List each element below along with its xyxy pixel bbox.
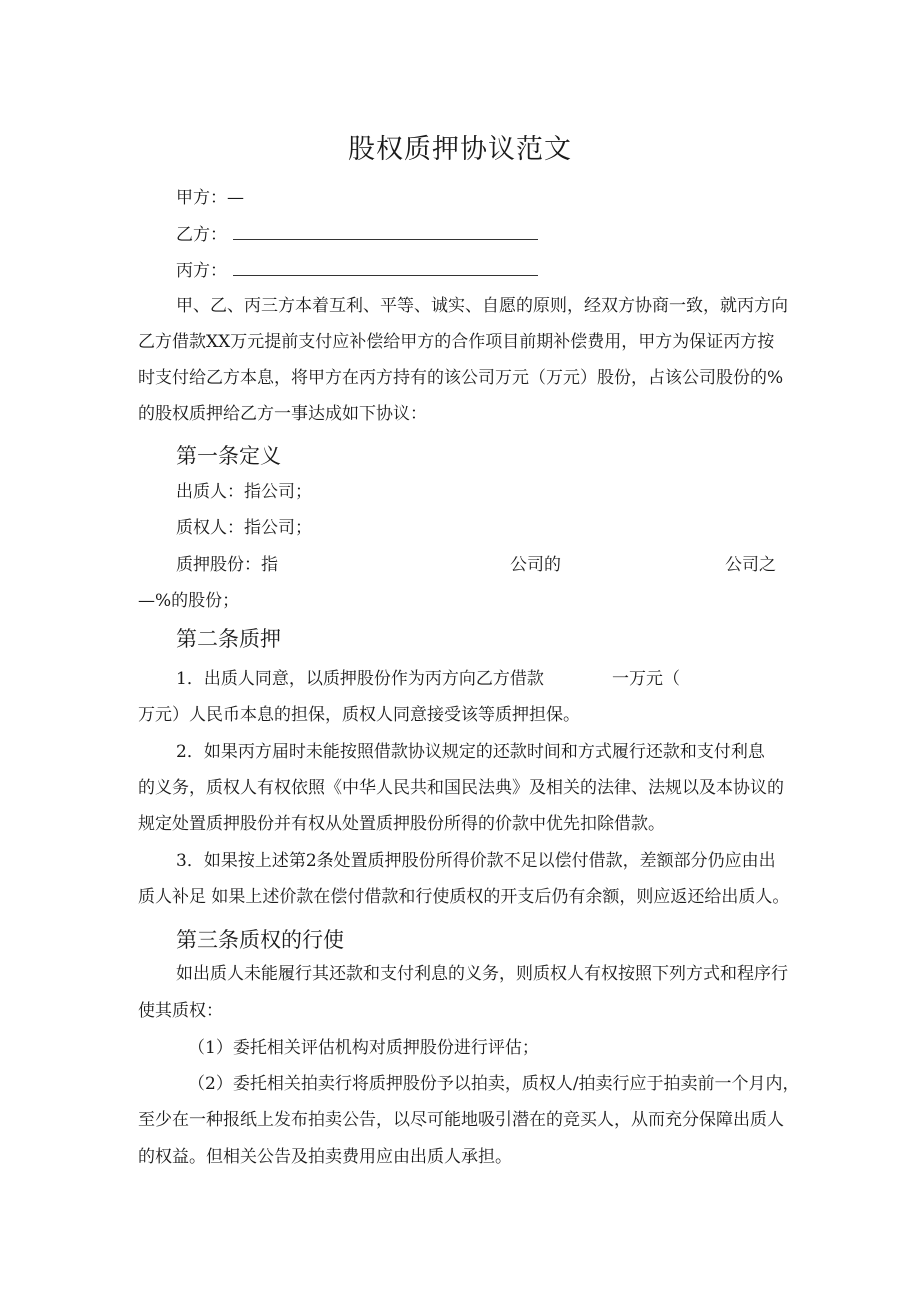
clause-2-2-line-3: 规定处置质押股份并有权从处置质押股份所得的价款中优先扣除借款。 [138, 814, 665, 834]
pledged-shares-b: 公司的 [510, 555, 561, 575]
article-1-heading: 第一条定义 [176, 444, 281, 468]
intro-line-3: 时支付给乙方本息，将甲方在丙方持有的该公司万元（万元）股份，占该公司股份的% [138, 368, 784, 388]
exercise-item-1: （1）委托相关评估机构对质押股份进行评估； [188, 1038, 539, 1058]
party-c-blank [233, 261, 538, 276]
clause-2-3-line-2: 质人补足 如果上述价款在偿付借款和行使质权的开支后仍有余额，则应返还给出质人。 [138, 887, 790, 907]
clause-2-2-line-2: 的义务，质权人有权依照《中华人民共和国民法典》及相关的法律、法规以及本协议的 [138, 778, 784, 798]
clause-2-3-line-1: 3．如果按上述第2条处置质押股份所得价款不足以偿付借款，差额部分仍应由出 [176, 851, 776, 871]
party-c-line [176, 261, 538, 281]
document-title: 股权质押协议范文 [348, 134, 572, 165]
clause-2-1-line-1: 1．出质人同意，以质押股份作为丙方向乙方借款 [176, 669, 544, 689]
clause-2-1-line-2: 万元）人民币本息的担保，质权人同意接受该等质押担保。 [138, 705, 580, 725]
party-b-line [176, 225, 538, 245]
party-a-line: 甲方：— [176, 188, 244, 208]
party-b-blank [233, 225, 538, 240]
article-3-heading: 第三条质权的行使 [176, 928, 344, 952]
pledged-shares-a: 质押股份：指 [176, 555, 278, 575]
exercise-item-2-line-3: 的权益。但相关公告及拍卖费用应由出质人承担。 [138, 1147, 512, 1167]
exercise-item-2-line-1: （2）委托相关拍卖行将质押股份予以拍卖，质权人/拍卖行应于拍卖前一个月内， [188, 1074, 800, 1094]
intro-line-1: 甲、乙、丙三方本着互利、平等、诚实、自愿的原则，经双方协商一致，就丙方向 [176, 296, 788, 316]
pledgor-definition: 出质人：指公司； [176, 482, 312, 502]
clause-2-1-amount: 一万元（ [612, 669, 680, 689]
article-3-intro-line-1: 如出质人未能履行其还款和支付利息的义务，则质权人有权按照下列方式和程序行 [176, 964, 788, 984]
exercise-item-2-line-2: 至少在一种报纸上发布拍卖公告，以尽可能地吸引潜在的竞买人，从而充分保障出质人 [138, 1110, 784, 1130]
intro-line-4: 的股权质押给乙方一事达成如下协议： [138, 404, 427, 424]
pledgee-definition: 质权人：指公司； [176, 518, 312, 538]
pledged-shares-d: —%的股份； [138, 591, 240, 611]
party-b-label: 乙方： [176, 225, 227, 245]
article-3-intro-line-2: 使其质权： [138, 1001, 223, 1021]
clause-2-2-line-1: 2．如果丙方届时未能按照借款协议规定的还款时间和方式履行还款和支付利息 [176, 742, 765, 762]
intro-line-2: 乙方借款XX万元提前支付应补偿给甲方的合作项目前期补偿费用，甲方为保证丙方按 [138, 332, 775, 352]
party-c-label: 丙方： [176, 261, 227, 281]
article-2-heading: 第二条质押 [176, 627, 281, 651]
pledged-shares-c: 公司之 [725, 555, 776, 575]
